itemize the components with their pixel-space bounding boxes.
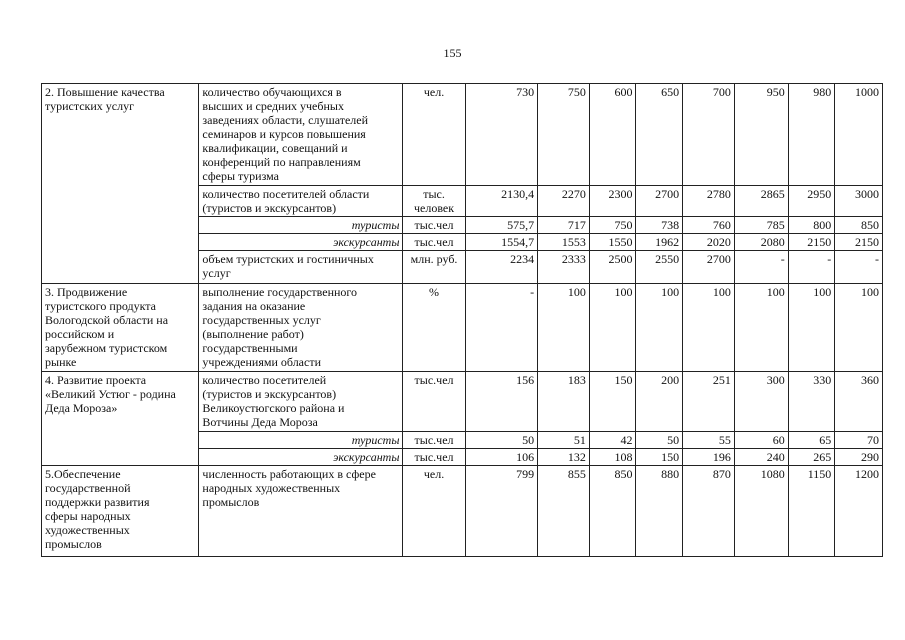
value-cell: - xyxy=(465,284,538,372)
value-cell: 799 xyxy=(465,466,538,557)
value-cell: 1200 xyxy=(835,466,883,557)
value-cell: 980 xyxy=(788,84,835,186)
indicator-cell: объем туристских и гостиничных услуг xyxy=(199,251,403,284)
value-cell: 360 xyxy=(835,372,883,432)
value-cell: 2700 xyxy=(636,186,683,217)
unit-cell: тыс.чел xyxy=(403,372,465,432)
value-cell: 1150 xyxy=(788,466,835,557)
value-cell: 2700 xyxy=(683,251,735,284)
value-cell: 950 xyxy=(734,84,788,186)
indicators-table xyxy=(41,83,883,557)
value-cell: 100 xyxy=(788,284,835,372)
indicator-cell: количество обучающихся в высших и средних учебных заведениях области, слушателей семинаров и курсов повышения квалификации, совещаний и конференций по направлениям сферы туризма xyxy=(199,84,403,186)
indicator-cell: выполнение государственного задания на оказание государственных услуг (выполнение работ) государственными учреждениями области xyxy=(199,284,403,372)
value-cell: 183 xyxy=(538,372,590,432)
value-cell: 2300 xyxy=(589,186,636,217)
value-cell: 108 xyxy=(589,449,636,466)
value-cell: - xyxy=(734,251,788,284)
value-cell: 330 xyxy=(788,372,835,432)
value-cell: 1553 xyxy=(538,234,590,251)
value-cell: 150 xyxy=(636,449,683,466)
indicator-cell: экскурсанты xyxy=(199,449,403,466)
value-cell: 1554,7 xyxy=(465,234,538,251)
value-cell: 785 xyxy=(734,217,788,234)
section-title: 3. Продвижение туристского продукта Вологодской области на российском и зарубежном туристском рынке xyxy=(42,284,199,372)
value-cell: 50 xyxy=(465,432,538,449)
value-cell: 1000 xyxy=(835,84,883,186)
value-cell: 2020 xyxy=(683,234,735,251)
value-cell: 880 xyxy=(636,466,683,557)
unit-cell: тыс.чел xyxy=(403,432,465,449)
value-cell: 100 xyxy=(589,284,636,372)
value-cell: 738 xyxy=(636,217,683,234)
value-cell: 2234 xyxy=(465,251,538,284)
value-cell: 2150 xyxy=(788,234,835,251)
value-cell: 132 xyxy=(538,449,590,466)
section-title: 5.Обеспечение государственной поддержки развития сферы народных художественных промыслов xyxy=(42,466,199,557)
indicator-cell: количество посетителей (туристов и экскурсантов) Великоустюгского района и Вотчины Деда Мороза xyxy=(199,372,403,432)
value-cell: 2865 xyxy=(734,186,788,217)
value-cell: 290 xyxy=(835,449,883,466)
value-cell: 65 xyxy=(788,432,835,449)
value-cell: 750 xyxy=(538,84,590,186)
value-cell: 650 xyxy=(636,84,683,186)
value-cell: 870 xyxy=(683,466,735,557)
unit-cell: млн. руб. xyxy=(403,251,465,284)
value-cell: 100 xyxy=(636,284,683,372)
value-cell: 196 xyxy=(683,449,735,466)
value-cell: 100 xyxy=(683,284,735,372)
value-cell: 300 xyxy=(734,372,788,432)
value-cell: 100 xyxy=(538,284,590,372)
unit-cell: тыс.чел xyxy=(403,234,465,251)
value-cell: 2333 xyxy=(538,251,590,284)
unit-cell: чел. xyxy=(403,84,465,186)
value-cell: 750 xyxy=(589,217,636,234)
value-cell: 700 xyxy=(683,84,735,186)
value-cell: 1550 xyxy=(589,234,636,251)
table-row xyxy=(42,372,883,432)
value-cell: 100 xyxy=(835,284,883,372)
value-cell: 1080 xyxy=(734,466,788,557)
table-row xyxy=(42,84,883,186)
value-cell: 2270 xyxy=(538,186,590,217)
section-title: 2. Повышение качества туристских услуг xyxy=(42,84,199,284)
value-cell: 100 xyxy=(734,284,788,372)
value-cell: 51 xyxy=(538,432,590,449)
value-cell: 200 xyxy=(636,372,683,432)
table-row xyxy=(42,466,883,557)
value-cell: 2500 xyxy=(589,251,636,284)
value-cell: 3000 xyxy=(835,186,883,217)
value-cell: 240 xyxy=(734,449,788,466)
value-cell: 2080 xyxy=(734,234,788,251)
value-cell: 2950 xyxy=(788,186,835,217)
indicator-cell: туристы xyxy=(199,217,403,234)
value-cell: - xyxy=(835,251,883,284)
value-cell: 855 xyxy=(538,466,590,557)
indicator-cell: туристы xyxy=(199,432,403,449)
value-cell: 60 xyxy=(734,432,788,449)
value-cell: 106 xyxy=(465,449,538,466)
value-cell: 2550 xyxy=(636,251,683,284)
value-cell: 50 xyxy=(636,432,683,449)
page-number: 155 xyxy=(443,46,462,60)
value-cell: 730 xyxy=(465,84,538,186)
unit-cell: тыс. человек xyxy=(403,186,465,217)
unit-cell: тыс.чел xyxy=(403,449,465,466)
unit-cell: чел. xyxy=(403,466,465,557)
value-cell: - xyxy=(788,251,835,284)
value-cell: 42 xyxy=(589,432,636,449)
value-cell: 800 xyxy=(788,217,835,234)
section-title: 4. Развитие проекта «Великий Устюг - родина Деда Мороза» xyxy=(42,372,199,466)
unit-cell: % xyxy=(403,284,465,372)
value-cell: 150 xyxy=(589,372,636,432)
unit-cell: тыс.чел xyxy=(403,217,465,234)
value-cell: 251 xyxy=(683,372,735,432)
value-cell: 70 xyxy=(835,432,883,449)
value-cell: 265 xyxy=(788,449,835,466)
value-cell: 156 xyxy=(465,372,538,432)
indicator-cell: численность работающих в сфере народных художественных промыслов xyxy=(199,466,403,557)
value-cell: 760 xyxy=(683,217,735,234)
value-cell: 1962 xyxy=(636,234,683,251)
value-cell: 717 xyxy=(538,217,590,234)
value-cell: 2150 xyxy=(835,234,883,251)
indicator-cell: экскурсанты xyxy=(199,234,403,251)
value-cell: 2130,4 xyxy=(465,186,538,217)
value-cell: 850 xyxy=(589,466,636,557)
value-cell: 600 xyxy=(589,84,636,186)
value-cell: 850 xyxy=(835,217,883,234)
table-row xyxy=(42,284,883,372)
value-cell: 55 xyxy=(683,432,735,449)
value-cell: 575,7 xyxy=(465,217,538,234)
indicator-cell: количество посетителей области (туристов и экскурсантов) xyxy=(199,186,403,217)
value-cell: 2780 xyxy=(683,186,735,217)
